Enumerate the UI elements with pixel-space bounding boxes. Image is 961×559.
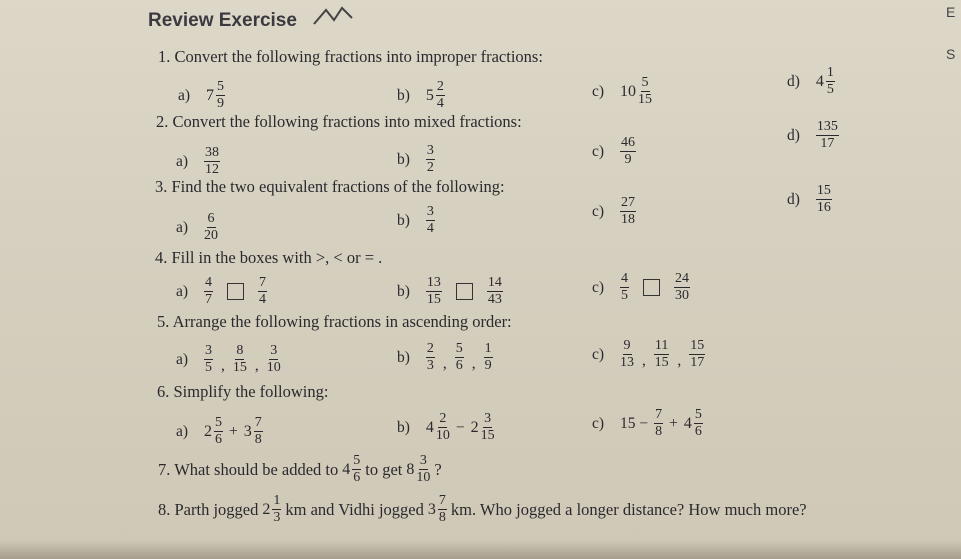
- q2-option-b: b) $\frac{3}{2}$: [397, 143, 434, 175]
- q1-option-b: [397, 80, 445, 111]
- question-4: 4. Fill in the boxes with >, < or = .: [155, 248, 383, 267]
- answer-box[interactable]: [456, 283, 473, 300]
- option-label: a): [176, 282, 189, 300]
- q3-option-b: b) $\frac{3}{4}$: [397, 204, 434, 236]
- q4-option-a: a) $\frac{4}{7}$ $\frac{7}{4}$: [176, 275, 267, 307]
- option-label: d): [787, 126, 800, 144]
- q6-option-a: a) 2 $\frac{5}{6}$ + 3 $\frac{7}{8}$: [176, 415, 262, 447]
- question-8: 8. Parth jogged 2 $\frac{1}{3}$ km and Vidhi jogged 3 $\frac{7}{8}$ km. Who jogged a longer distance? How much more?: [158, 493, 807, 525]
- option-label: a): [176, 350, 189, 368]
- answer-box[interactable]: [227, 283, 244, 300]
- option-label: c): [592, 82, 605, 100]
- question-2: 2. Convert the following fractions into mixed fractions:: [156, 112, 522, 131]
- q1-option-a: [178, 80, 225, 111]
- option-label: b): [397, 211, 410, 229]
- q2-option-a: a) $\frac{38}{12}$: [176, 145, 220, 177]
- answer-box[interactable]: [643, 279, 660, 296]
- page-bottom-shadow: [0, 540, 961, 559]
- option-label: b): [397, 282, 410, 300]
- option-label: d): [787, 190, 800, 208]
- mixed-number: 5 $\frac{2}{4}$: [425, 79, 444, 111]
- option-label: a): [178, 86, 191, 104]
- q1-option-c: [592, 76, 652, 107]
- option-label: b): [397, 418, 410, 436]
- q4-option-b: b) $\frac{13}{15}$ $\frac{14}{43}$: [397, 275, 502, 307]
- option-label: c): [592, 345, 605, 363]
- option-label: c): [592, 202, 605, 220]
- title-decoration-icon: [312, 4, 356, 30]
- q6-option-c: c) 15 − $\frac{7}{8}$ + 4 $\frac{5}{6}$: [592, 407, 702, 439]
- question-3: 3. Find the two equivalent fractions of the following:: [155, 177, 505, 196]
- section-title: Review Exercise: [148, 10, 297, 31]
- option-label: c): [592, 142, 605, 160]
- q6-option-b: b) 4 $\frac{2}{10}$ − 2 $\frac{3}{15}$: [397, 411, 495, 443]
- q3-option-d: d) $\frac{15}{16}$: [787, 183, 831, 215]
- option-label: a): [176, 152, 189, 170]
- option-label: b): [397, 348, 410, 366]
- edge-letter-e: E: [946, 4, 956, 20]
- question-6: 6. Simplify the following:: [157, 382, 329, 401]
- q5-option-a: a) $\frac{3}{5}$ , $\frac{8}{15}$ , $\frac{3}{10}$: [176, 343, 281, 375]
- mixed-number: 4 $\frac{1}{5}$: [815, 65, 834, 97]
- option-label: b): [397, 150, 410, 168]
- edge-letter-s: S: [946, 46, 956, 62]
- q1-option-d: [787, 66, 835, 97]
- question-5: 5. Arrange the following fractions in ascending order:: [157, 312, 512, 331]
- option-label: c): [592, 278, 605, 296]
- q5-option-c: c) $\frac{9}{13}$ , $\frac{11}{15}$ , $\frac{15}{17}$: [592, 338, 705, 370]
- option-label: b): [397, 86, 410, 104]
- mixed-number: 10 $\frac{5}{15}$: [620, 75, 653, 107]
- question-7: 7. What should be added to 4 $\frac{5}{6}$ to get 8 $\frac{3}{10}$ ?: [158, 453, 442, 485]
- option-label: d): [787, 72, 800, 90]
- q3-option-c: c) $\frac{27}{18}$: [592, 195, 636, 227]
- q4-option-c: c) $\frac{4}{5}$ $\frac{24}{30}$: [592, 271, 690, 303]
- mixed-number: 7 $\frac{5}{9}$: [206, 79, 225, 111]
- option-label: c): [592, 414, 605, 432]
- q5-option-b: b) $\frac{2}{3}$ , $\frac{5}{6}$ , $\frac{1}{9}$: [397, 341, 492, 373]
- q2-option-c: c) $\frac{46}{9}$: [592, 135, 636, 167]
- q2-option-d: d) $\frac{135}{17}$: [787, 119, 838, 151]
- option-label: a): [176, 218, 189, 236]
- option-label: a): [176, 422, 189, 440]
- q3-option-a: a) $\frac{6}{20}$: [176, 211, 219, 243]
- question-1: 1. Convert the following fractions into improper fractions:: [158, 47, 543, 66]
